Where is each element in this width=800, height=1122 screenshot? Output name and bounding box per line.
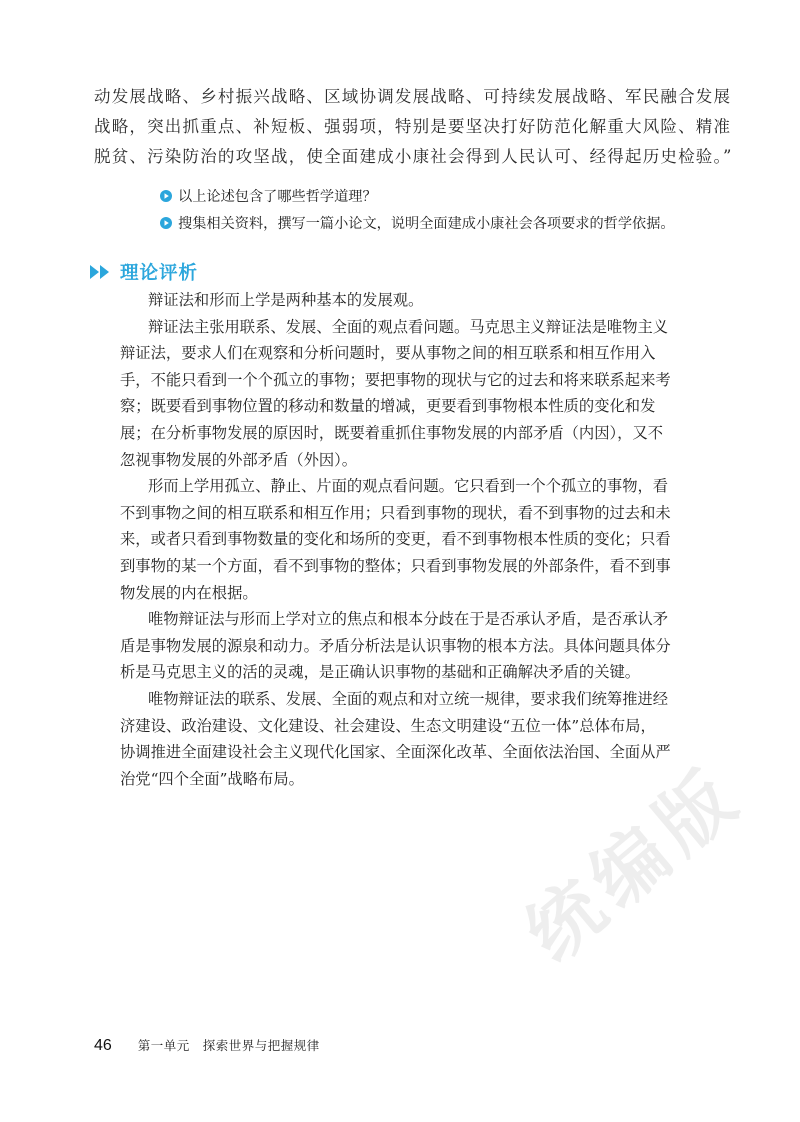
- paragraph-line: 唯物辩证法的联系、发展、全面的观点和对立统一规律，要求我们统筹推进经: [148, 689, 669, 708]
- question-text: 以上论述包含了哪些哲学道理？: [178, 188, 377, 205]
- question-item: [160, 182, 675, 209]
- paragraph-line: 忽视事物发展的外部矛盾（外因）。: [120, 450, 358, 469]
- section-header: [88, 259, 198, 285]
- paragraph-line: 析是马克思主义的活的灵魂，是正确认识事物的基础和正确解决矛盾的关键。: [120, 663, 641, 682]
- paragraph-line: 治党“四个全面”战略布局。: [120, 769, 304, 788]
- paragraph-line: 济建设、政治建设、文化建设、社会建设、生态文明建设“五位一体”总体布局，: [120, 716, 656, 735]
- paragraph-line: 物发展的内在根据。: [120, 583, 258, 602]
- paragraph-line: 形而上学用孤立、静止、片面的观点看问题。它只看到一个个孤立的事物，看: [148, 477, 669, 496]
- paragraph-line: 展；在分析事物发展的原因时，既要着重抓住事物发展的内部矛盾（内因），又不: [120, 423, 664, 442]
- question-text: 搜集相关资料，撰写一篇小论文，说明全面建成小康社会各项要求的哲学依据。: [178, 215, 675, 232]
- quote-line: 战略，突出抓重点、补短板、强弱项，特别是要坚决打好防范化解重大风险、精准: [94, 117, 732, 136]
- edition-watermark: 统编版: [510, 750, 759, 979]
- play-circle-icon: [160, 217, 172, 229]
- paragraph-line: 辩证法，要求人们在观察和分析问题时，要从事物之间的相互联系和相互作用入: [120, 344, 656, 363]
- paragraph-line: 察；既要看到事物位置的移动和数量的增减，更要看到事物根本性质的变化和发: [120, 397, 656, 416]
- page-number: 46: [94, 1037, 112, 1054]
- section-title: 理论评析: [120, 263, 199, 284]
- quote-line: 脱贫、污染防治的攻坚战，使全面建成小康社会得到人民认可、经得起历史检验。”: [94, 147, 733, 166]
- paragraph-line: 辩证法和形而上学是两种基本的发展观。: [148, 291, 424, 309]
- page-footer: [94, 1036, 320, 1055]
- body-text: [120, 287, 720, 792]
- discussion-questions: [160, 182, 675, 236]
- paragraph-line: 到事物的某一个方面，看不到事物的整体；只看到事物发展的外部条件，看不到事: [120, 556, 671, 575]
- quote-block: [94, 82, 733, 172]
- paragraph-line: 辩证法主张用联系、发展、全面的观点看问题。马克思主义辩证法是唯物主义: [148, 317, 669, 336]
- paragraph-line: 协调推进全面建设社会主义现代化国家、全面深化改革、全面依法治国、全面从严: [120, 743, 671, 762]
- quote-line: 动发展战略、乡村振兴战略、区域协调发展战略、可持续发展战略、军民融合发展: [94, 87, 732, 106]
- double-arrow-icon: [88, 262, 114, 282]
- paragraph-line: 盾是事物发展的源泉和动力。矛盾分析法是认识事物的根本方法。具体问题具体分: [120, 636, 671, 655]
- paragraph-line: 不到事物之间的相互联系和相互作用；只看到事物的现状，看不到事物的过去和未: [120, 503, 671, 522]
- question-item: [160, 209, 675, 236]
- unit-title: 第一单元 探索世界与把握规律: [137, 1038, 320, 1053]
- paragraph-line: 手，不能只看到一个个孤立的事物；要把事物的现状与它的过去和将来联系起来考: [120, 370, 671, 389]
- play-circle-icon: [160, 190, 172, 202]
- paragraph-line: 唯物辩证法与形而上学对立的焦点和根本分歧在于是否承认矛盾，是否承认矛: [148, 610, 669, 629]
- paragraph-line: 来，或者只看到事物数量的变化和场所的变更，看不到事物根本性质的变化；只看: [120, 530, 671, 549]
